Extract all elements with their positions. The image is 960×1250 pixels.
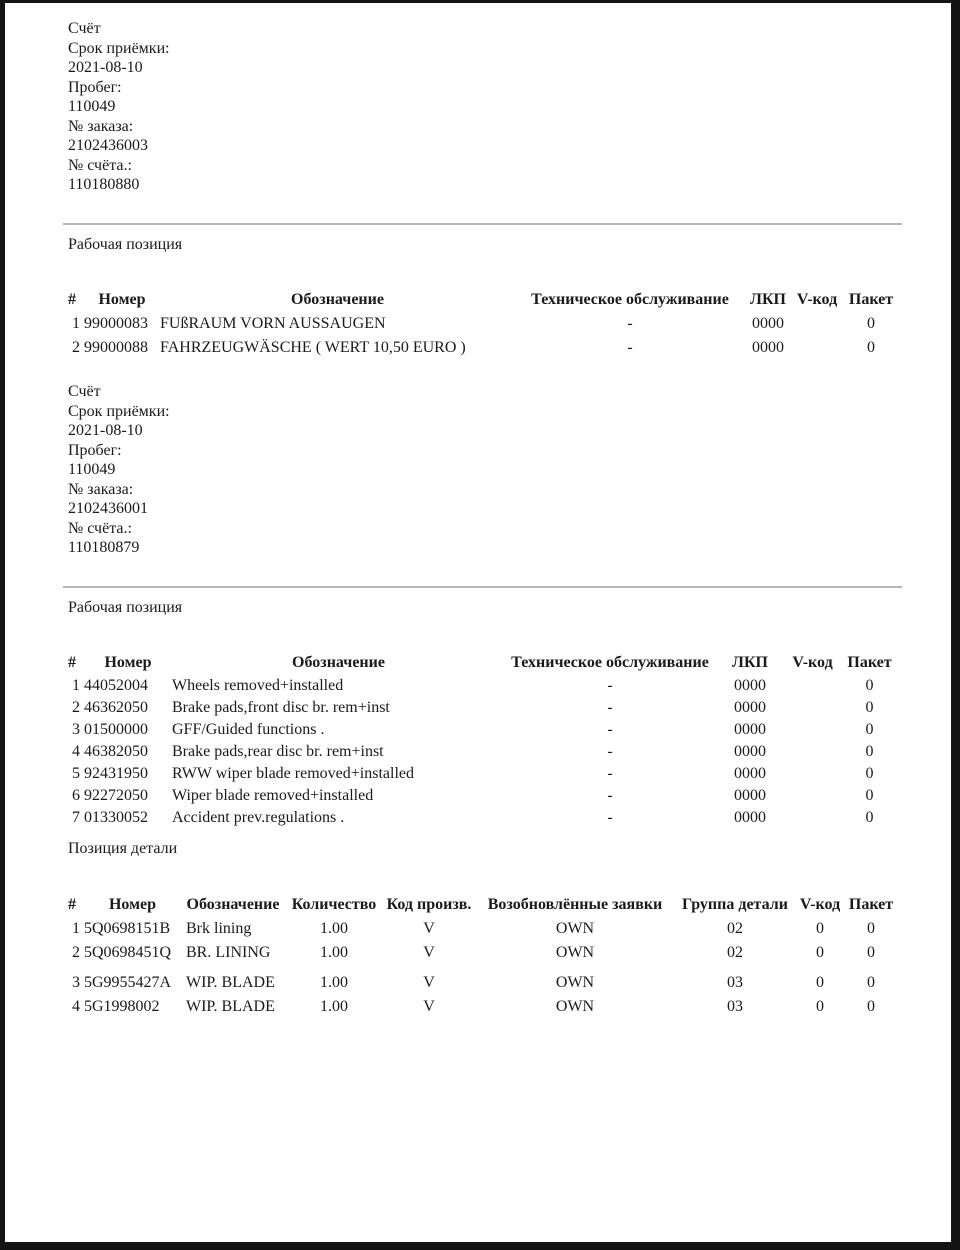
cell-packet: 0	[865, 699, 874, 716]
cell-vcode	[785, 785, 840, 807]
cell-num: 3	[72, 721, 80, 738]
col-header-designation: Обозначение	[292, 654, 385, 671]
col-header-quantity: Количество	[291, 895, 377, 913]
acceptance-date-label: Срок приёмки:	[68, 39, 170, 57]
cell-designation: WIP. BLADE	[186, 997, 275, 1015]
cell-maintenance: -	[627, 339, 633, 356]
cell-number: 01500000	[84, 721, 148, 738]
parts-table	[68, 893, 897, 1019]
mileage-value: 110049	[68, 461, 116, 478]
cell-designation: Brk lining	[186, 919, 252, 937]
cell-renewed: OWN	[555, 997, 595, 1015]
cell-designation: Brake pads,rear disc br. rem+inst	[172, 743, 384, 760]
acceptance-date-value: 2021-08-10	[68, 59, 143, 76]
col-header-number: Номер	[108, 895, 157, 913]
col-header-num: #	[68, 895, 76, 913]
table-header-row	[68, 288, 899, 312]
cell-number: 5G9955427A	[84, 973, 172, 991]
table-header-row	[68, 651, 899, 675]
cell-vcode	[791, 312, 843, 336]
order-number-value: 2102436001	[68, 500, 148, 517]
cell-packet: 0	[867, 339, 875, 356]
col-header-part-group: Группа детали	[682, 895, 788, 913]
work-positions-table-2	[68, 651, 899, 829]
cell-maintenance: -	[607, 699, 613, 716]
cell-group: 02	[727, 943, 743, 961]
cell-lkp: 0000	[734, 787, 766, 804]
cell-renewed: OWN	[555, 943, 595, 961]
table-row	[68, 312, 899, 336]
mileage-label: Пробег:	[68, 78, 122, 96]
cell-prodcode: V	[423, 943, 435, 961]
cell-designation: Wiper blade removed+installed	[172, 787, 374, 804]
table-row	[68, 675, 899, 697]
col-header-designation: Обозначение	[186, 895, 280, 913]
work-positions-table-1	[68, 288, 899, 360]
cell-num: 3	[72, 973, 80, 991]
cell-packet: 0	[865, 743, 874, 760]
cell-vcode: 0	[816, 997, 824, 1015]
cell-num: 6	[72, 787, 80, 804]
col-header-vcode: V-код	[792, 654, 833, 671]
table-row	[68, 807, 899, 829]
cell-num: 2	[72, 943, 80, 961]
cell-renewed: OWN	[555, 919, 595, 937]
cell-num: 5	[72, 765, 80, 782]
cell-vcode: 0	[816, 943, 824, 961]
table-header-row	[68, 893, 897, 917]
invoice-title: Счёт	[68, 20, 101, 37]
section-divider	[63, 586, 902, 588]
order-number-label: № заказа:	[68, 480, 134, 498]
cell-group: 03	[727, 997, 743, 1015]
col-header-maintenance: Техническое обслуживание	[511, 654, 709, 671]
cell-group: 02	[727, 919, 743, 937]
col-header-number: Номер	[98, 291, 146, 308]
col-header-lkp: ЛКП	[750, 291, 786, 308]
cell-num: 7	[72, 809, 80, 826]
cell-vcode: 0	[816, 973, 824, 991]
col-header-maintenance: Техническое обслуживание	[531, 291, 729, 308]
cell-vcode	[785, 763, 840, 785]
table-row	[68, 941, 897, 965]
cell-designation: RWW wiper blade removed+installed	[172, 765, 414, 782]
cell-number: 01330052	[84, 809, 148, 826]
cell-lkp: 0000	[734, 743, 766, 760]
cell-number: 92272050	[84, 787, 148, 804]
invoice-header-block-1	[68, 19, 951, 195]
col-header-packet: Пакет	[848, 895, 894, 913]
cell-maintenance: -	[607, 765, 613, 782]
cell-packet: 0	[865, 721, 874, 738]
cell-lkp: 0000	[734, 677, 766, 694]
table-row	[68, 697, 899, 719]
cell-maintenance: -	[607, 809, 613, 826]
col-header-designation: Обозначение	[291, 291, 384, 308]
cell-maintenance: -	[607, 743, 613, 760]
cell-maintenance: -	[627, 315, 633, 332]
cell-vcode	[785, 741, 840, 763]
table-row	[68, 719, 899, 741]
cell-designation: WIP. BLADE	[186, 973, 275, 991]
table-row	[68, 965, 897, 995]
cell-quantity: 1.00	[320, 943, 348, 961]
cell-packet: 0	[865, 765, 874, 782]
table-row	[68, 785, 899, 807]
col-header-packet: Пакет	[848, 291, 894, 308]
cell-number: 5G1998002	[84, 997, 160, 1015]
table-row	[68, 763, 899, 785]
cell-num: 2	[72, 339, 80, 356]
section-divider	[63, 223, 902, 225]
col-header-number: Номер	[104, 654, 152, 671]
invoice-number-value: 110180879	[68, 539, 140, 556]
acceptance-date-label: Срок приёмки:	[68, 402, 170, 420]
cell-packet: 0	[867, 943, 875, 961]
cell-packet: 0	[867, 315, 875, 332]
invoice-number-value: 110180880	[68, 176, 140, 193]
cell-number: 44052004	[84, 677, 148, 694]
cell-num: 1	[72, 315, 80, 332]
col-header-vcode: V-код	[799, 895, 841, 913]
cell-designation: GFF/Guided functions .	[172, 721, 325, 738]
cell-packet: 0	[867, 997, 875, 1015]
table-row	[68, 741, 899, 763]
cell-packet: 0	[865, 809, 874, 826]
cell-prodcode: V	[423, 973, 435, 991]
cell-num: 4	[72, 743, 80, 760]
cell-vcode	[785, 807, 840, 829]
cell-number: 99000083	[84, 315, 148, 332]
cell-quantity: 1.00	[320, 919, 348, 937]
cell-lkp: 0000	[752, 339, 784, 356]
cell-vcode: 0	[816, 919, 824, 937]
cell-maintenance: -	[607, 787, 613, 804]
cell-designation: Brake pads,front disc br. rem+inst	[172, 699, 390, 716]
col-header-renewed-claims: Возобновлённые заявки	[487, 895, 663, 913]
cell-prodcode: V	[423, 997, 435, 1015]
cell-lkp: 0000	[734, 699, 766, 716]
mileage-label: Пробег:	[68, 441, 122, 459]
cell-lkp: 0000	[734, 721, 766, 738]
invoice-header-block-2	[68, 382, 951, 558]
cell-packet: 0	[867, 973, 875, 991]
table-row	[68, 995, 897, 1019]
cell-designation: Accident prev.regulations .	[172, 809, 345, 826]
cell-lkp: 0000	[734, 765, 766, 782]
cell-quantity: 1.00	[320, 973, 348, 991]
cell-number: 5Q0698451Q	[84, 943, 172, 961]
cell-vcode	[791, 336, 843, 360]
cell-number: 92431950	[84, 765, 148, 782]
cell-packet: 0	[865, 677, 874, 694]
cell-renewed: OWN	[555, 973, 595, 991]
order-number-value: 2102436003	[68, 137, 148, 154]
cell-packet: 0	[867, 919, 875, 937]
col-header-num: #	[68, 654, 76, 671]
section-title-work-positions-1: Рабочая позиция	[68, 235, 183, 253]
section-title-parts: Позиция детали	[68, 840, 178, 857]
table-row	[68, 336, 899, 360]
cell-designation: Wheels removed+installed	[172, 677, 344, 694]
cell-designation: BR. LINING	[186, 943, 271, 961]
cell-number: 46382050	[84, 743, 148, 760]
col-header-prodcode: Код произв.	[386, 895, 472, 913]
table-row	[68, 917, 897, 941]
cell-vcode	[785, 719, 840, 741]
cell-number: 5Q0698151B	[84, 919, 171, 937]
cell-prodcode: V	[423, 919, 435, 937]
invoice-number-label: № счёта.:	[68, 519, 132, 537]
cell-num: 1	[72, 677, 80, 694]
cell-designation: FUßRAUM VORN AUSSAUGEN	[160, 315, 386, 332]
col-header-num: #	[68, 291, 76, 308]
cell-maintenance: -	[607, 721, 613, 738]
cell-quantity: 1.00	[320, 997, 348, 1015]
cell-lkp: 0000	[752, 315, 784, 332]
col-header-vcode: V-код	[796, 291, 838, 308]
cell-vcode	[785, 675, 840, 697]
cell-lkp: 0000	[734, 809, 766, 826]
mileage-value: 110049	[68, 98, 116, 115]
col-header-packet: Пакет	[847, 654, 892, 671]
invoice-title: Счёт	[68, 383, 101, 400]
cell-number: 99000088	[84, 339, 148, 356]
section-title-work-positions-2: Рабочая позиция	[68, 598, 183, 616]
invoice-number-label: № счёта.:	[68, 156, 132, 174]
document-content	[5, 3, 951, 1019]
cell-number: 46362050	[84, 699, 148, 716]
cell-num: 4	[72, 997, 80, 1015]
cell-packet: 0	[865, 787, 874, 804]
order-number-label: № заказа:	[68, 117, 134, 135]
cell-maintenance: -	[607, 677, 613, 694]
acceptance-date-value: 2021-08-10	[68, 422, 143, 439]
cell-num: 1	[72, 919, 80, 937]
cell-vcode	[785, 697, 840, 719]
cell-num: 2	[72, 699, 80, 716]
cell-designation: FAHRZEUGWÄSCHE ( WERT 10,50 EURO )	[160, 339, 466, 356]
col-header-lkp: ЛКП	[732, 654, 768, 671]
cell-group: 03	[727, 973, 743, 991]
